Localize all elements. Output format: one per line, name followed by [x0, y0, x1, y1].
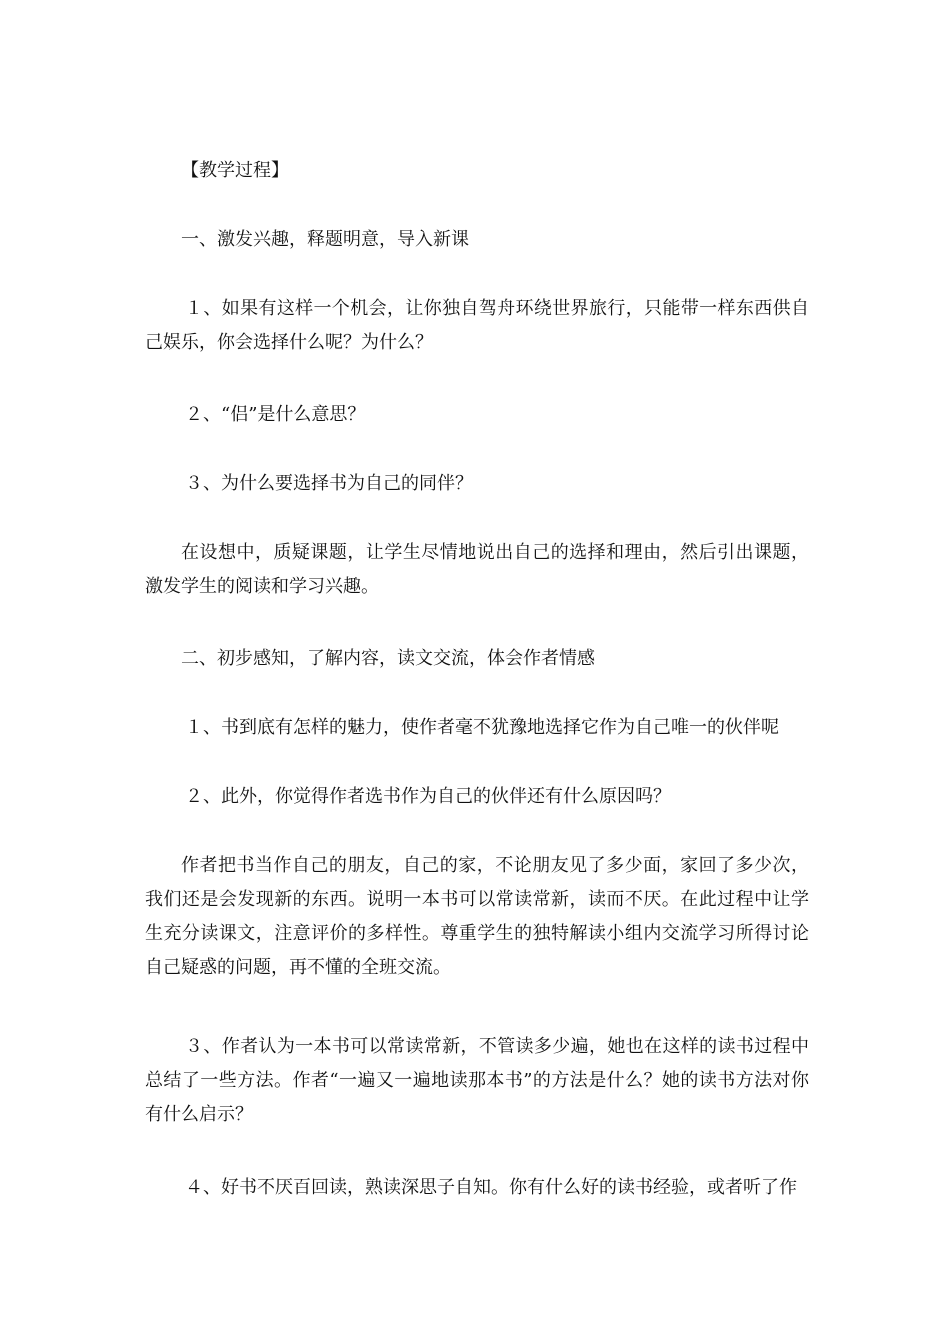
section-heading-teaching-process: 【教学过程】: [181, 160, 289, 181]
paragraph-question-2: ２、“侣”是什么意思？: [185, 404, 366, 425]
paragraph-question-2-2: ２、此外，你觉得作者选书作为自己的伙伴还有什么原因吗？: [185, 786, 671, 807]
paragraph-question-2-1: １、书到底有怎样的魅力，使作者毫不犹豫地选择它作为自己唯一的伙伴呢: [185, 717, 779, 738]
paragraph-design-note-1: 在设想中，质疑课题，让学生尽情地说出自己的选择和理由，然后引出课题，激发学生的阅读和学习兴趣。: [145, 542, 809, 597]
section-heading-1: 一、激发兴趣，释题明意，导入新课: [181, 229, 469, 250]
paragraph-question-2-3: ３、作者认为一本书可以常读常新，不管读多少遍，她也在这样的读书过程中总结了一些方法。作者“一遍又一遍地读那本书”的方法是什么？她的读书方法对你有什么启示？: [145, 1036, 809, 1125]
paragraph-question-2-4: ４、好书不厌百回读，熟读深思子自知。你有什么好的读书经验，或者听了作: [185, 1177, 797, 1198]
paragraph-question-1: １、如果有这样一个机会，让你独自驾舟环绕世界旅行，只能带一样东西供自己娱乐，你会选择什么呢？为什么？: [145, 298, 809, 353]
paragraph-design-note-2: 作者把书当作自己的朋友，自己的家，不论朋友见了多少面，家回了多少次，我们还是会发现新的东西。说明一本书可以常读常新，读而不厌。在此过程中让学生充分读课文，注意评价的多样性。尊重学生的独特解读小组内交流学习所得讨论自己疑惑的问题，再不懂的全班交流。: [145, 855, 809, 978]
paragraph-question-3: ３、为什么要选择书为自己的同伴？: [185, 473, 473, 494]
section-heading-2: 二、初步感知，了解内容，读文交流，体会作者情感: [181, 648, 595, 669]
